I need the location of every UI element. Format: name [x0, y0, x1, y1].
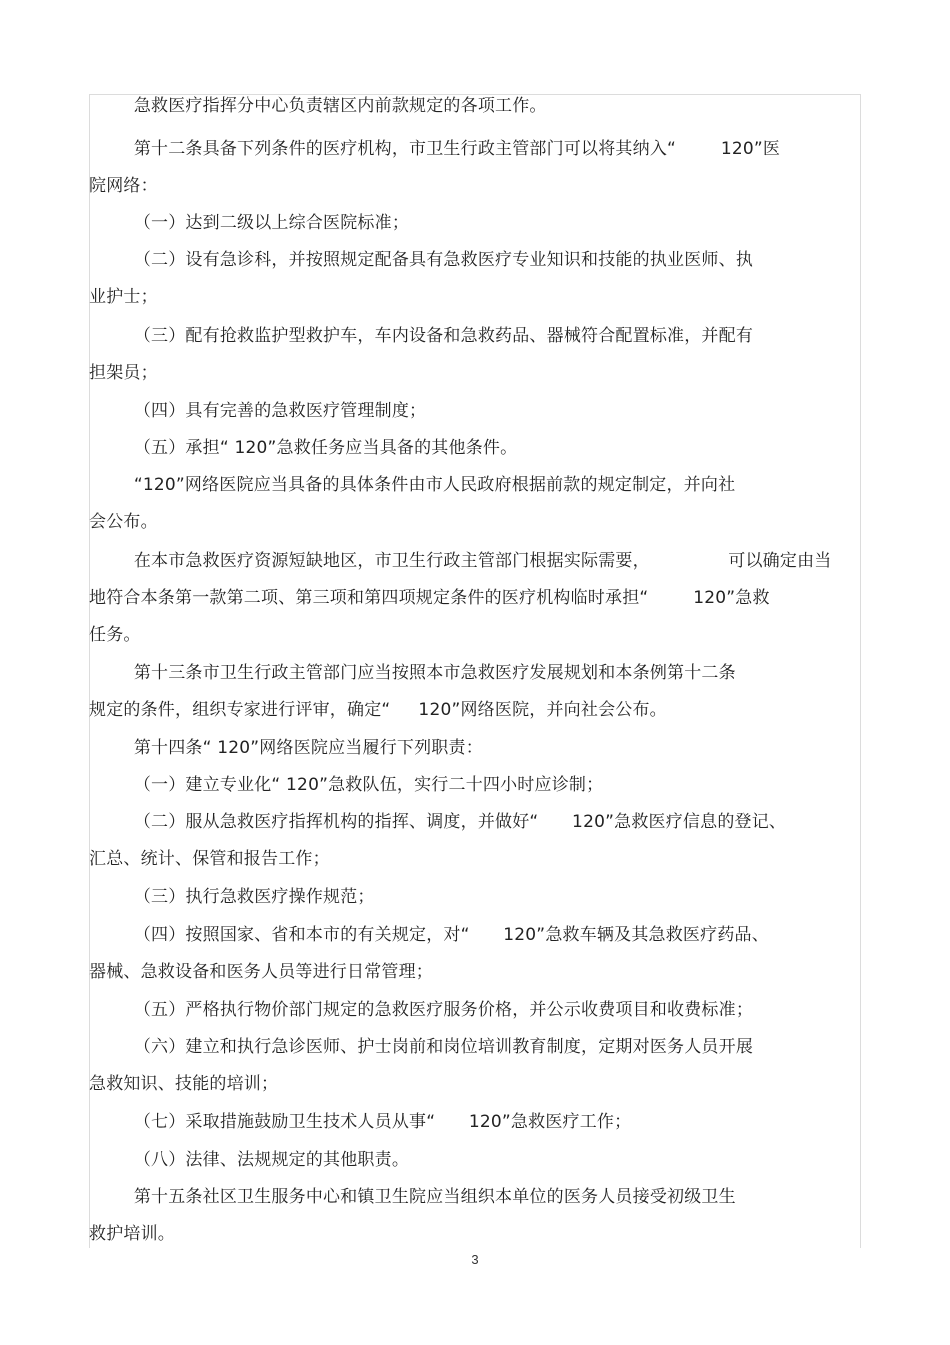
text-line: 第十五条社区卫生服务中心和镇卫生院应当组织本单位的医务人员接受初级卫生 [89, 1187, 736, 1207]
text-line: （七）采取措施鼓励卫生技术人员从事“ 120”急救医疗工作； [89, 1112, 632, 1132]
text-line: 业护士； [89, 287, 158, 307]
page-number: 3 [471, 1252, 479, 1267]
text-line: 在本市急救医疗资源短缺地区，市卫生行政主管部门根据实际需要， 可以确定由当 [89, 551, 832, 571]
text-line: 会公布。 [89, 512, 158, 532]
text-line: （五）严格执行物价部门规定的急救医疗服务价格，并公示收费项目和收费标准； [89, 1000, 754, 1020]
text-line: （四）按照国家、省和本市的有关规定，对“ 120”急救车辆及其急救医疗药品、 [89, 925, 769, 945]
text-line: （二）设有急诊科，并按照规定配备具有急救医疗专业知识和技能的执业医师、执 [89, 250, 754, 270]
text-line: （八）法律、法规规定的其他职责。 [89, 1150, 410, 1170]
text-line: （一）达到二级以上综合医院标准； [89, 213, 410, 233]
text-line: （四）具有完善的急救医疗管理制度； [89, 401, 427, 421]
text-line: 院网络： [89, 176, 158, 196]
text-line: 第十四条“ 120”网络医院应当履行下列职责： [89, 738, 483, 758]
text-line: 担架员； [89, 363, 158, 383]
text-line: 任务。 [89, 625, 141, 645]
text-line: 第十三条市卫生行政主管部门应当按照本市急救医疗发展规划和本条例第十二条 [89, 663, 736, 683]
text-line: 救护培训。 [89, 1224, 175, 1244]
text-line: 器械、急救设备和医务人员等进行日常管理； [89, 962, 433, 982]
text-line: （三）配有抢救监护型救护车，车内设备和急救药品、器械符合配置标准，并配有 [89, 326, 754, 346]
text-line: 急救知识、技能的培训； [89, 1074, 279, 1094]
text-line: 地符合本条第一款第二项、第三项和第四项规定条件的医疗机构临时承担“ 120”急救 [89, 588, 770, 608]
text-line: “120”网络医院应当具备的具体条件由市人民政府根据前款的规定制定，并向社 [89, 475, 736, 495]
text-line: （一）建立专业化“ 120”急救队伍，实行二十四小时应诊制； [89, 775, 604, 795]
text-line: （六）建立和执行急诊医师、护士岗前和岗位培训教育制度，定期对医务人员开展 [89, 1037, 754, 1057]
text-line: 第十二条具备下列条件的医疗机构，市卫生行政主管部门可以将其纳入“ 120”医 [89, 139, 781, 159]
text-line: 规定的条件，组织专家进行评审，确定“ 120”网络医院，并向社会公布。 [89, 700, 667, 720]
text-line: 急救医疗指挥分中心负责辖区内前款规定的各项工作。 [89, 96, 547, 116]
text-line: （二）服从急救医疗指挥机构的指挥、调度，并做好“ 120”急救医疗信息的登记、 [89, 812, 787, 832]
text-line: （三）执行急救医疗操作规范； [89, 887, 375, 907]
text-line: （五）承担“ 120”急救任务应当具备的其他条件。 [89, 438, 518, 458]
text-line: 汇总、统计、保管和报告工作； [89, 849, 330, 869]
